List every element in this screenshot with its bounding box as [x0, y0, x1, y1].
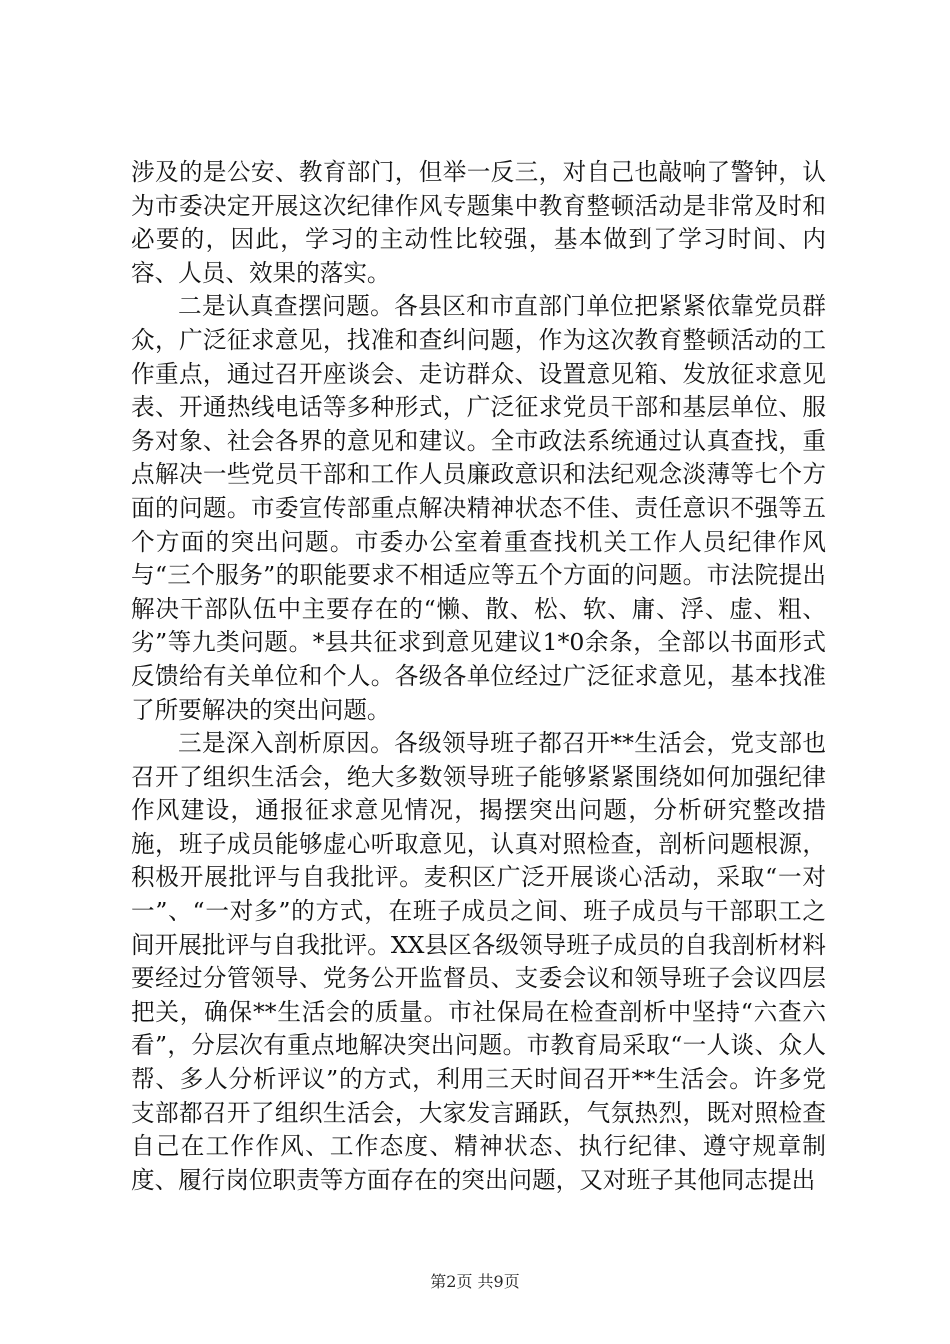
document-body	[131, 156, 826, 1197]
paragraph-1: 涉及的是公安、教育部门，但举一反三，对自己也敲响了警钟，认为市委决定开展这次纪律作风专题集中教育整顿活动是非常及时和必要的，因此，学习的主动性比较强，基本做到了学习时间、内容、人员、效果的落实。	[131, 158, 826, 287]
paragraph-2: 二是认真查摆问题。各县区和市直部门单位把紧紧依靠党员群众，广泛征求意见，找准和查纠问题，作为这次教育整顿活动的工作重点，通过召开座谈会、走访群众、设置意见箱、发放征求意见表、开通热线电话等多种形式，广泛征求党员干部和基层单位、服务对象、社会各界的意见和建议。全市政法系统通过认真查找，重点解决一些党员干部和工作人员廉政意识和法纪观念淡薄等七个方面的问题。市委宣传部重点解决精神状态不佳、责任意识不强等五个方面的突出问题。市委办公室着重查找机关工作人员纪律作风与“三个服务”的职能要求不相适应等五个方面的问题。市法院提出解决干部队伍中主要存在的“懒、散、松、软、庸、浮、虚、粗、劣”等九类问题。*县共征求到意见建议1*0余条，全部以书面形式反馈给有关单位和个人。各级各单位经过广泛征求意见，基本找准了所要解决的突出问题。	[131, 292, 826, 724]
paragraph-3: 三是深入剖析原因。各级领导班子都召开**生活会，党支部也召开了组织生活会，绝大多数领导班子能够紧紧围绕如何加强纪律作风建设，通报征求意见情况，揭摆突出问题，分析研究整改措施，班子成员能够虚心听取意见，认真对照检查，剖析问题根源，积极开展批评与自我批评。麦积区广泛开展谈心活动，采取“一对一”、“一对多”的方式，在班子成员之间、班子成员与干部职工之间开展批评与自我批评。XX县区各级领导班子成员的自我剖析材料要经过分管领导、党务公开监督员、支委会议和领导班子会议四层把关，确保**生活会的质量。市社保局在检查剖析中坚持“六查六看”，分层次有重点地解决突出问题。市教育局采取“一人谈、众人帮、多人分析评议”的方式，利用三天时间召开**生活会。许多党支部都召开了组织生活会，大家发言踊跃，气氛热烈，既对照检查自己在工作作风、工作态度、精神状态、执行纪律、遵守规章制度、履行岗位职责等方面存在的突出问题，又对班子其他同志提出	[131, 729, 826, 1194]
page-number-footer: 第2页 共9页	[430, 1272, 520, 1291]
